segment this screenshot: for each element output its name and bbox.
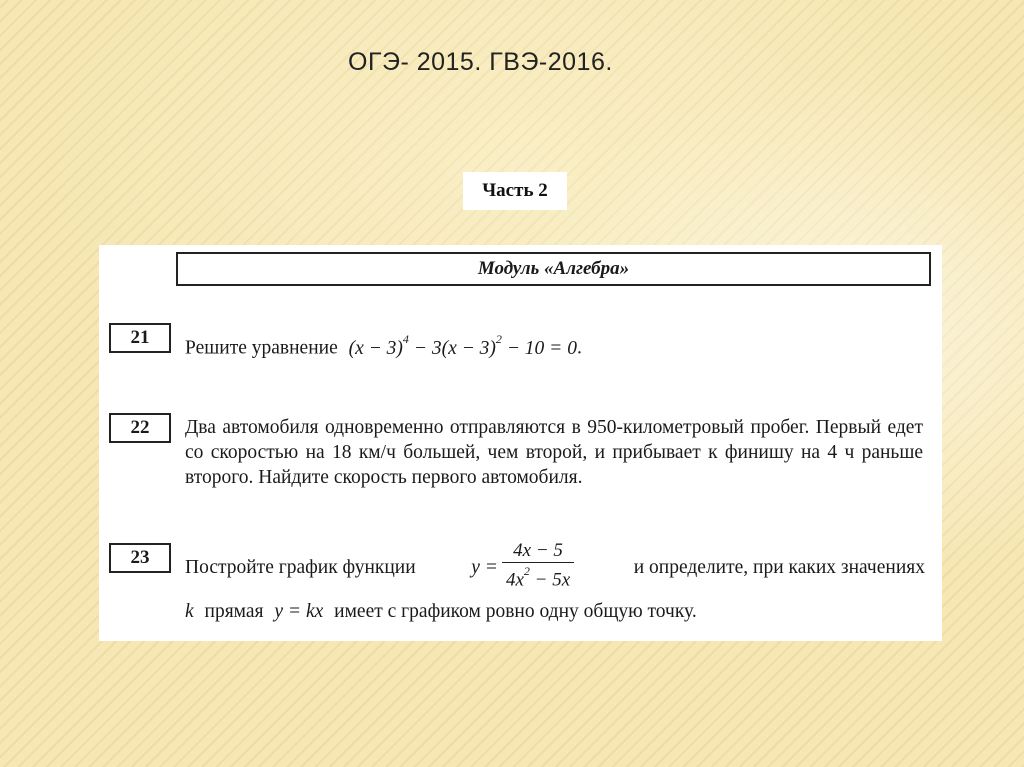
task-23-middle: и определите, при каких значениях: [633, 556, 925, 578]
fn-fraction: [502, 539, 574, 591]
task-23-line-1: [185, 541, 925, 593]
task-23-prefix: Постройте график функции: [185, 556, 416, 578]
slide-title: ОГЭ- 2015. ГВЭ-2016.: [348, 48, 613, 76]
line-word: прямая: [204, 601, 264, 623]
part-label: Часть 2: [463, 172, 567, 210]
fn-numerator: 4x − 5: [513, 540, 563, 561]
task-number-22: 22: [109, 413, 171, 443]
eq-exp-1: 4: [402, 332, 409, 346]
task-21-text: [185, 330, 923, 361]
fn-den-a: 4x: [505, 569, 524, 591]
fn-den-b: − 5x: [529, 569, 571, 591]
fn-denominator: [502, 562, 574, 591]
line-equation: y = kx: [274, 601, 324, 623]
eq-term-1: (x − 3): [348, 337, 403, 359]
eq-term-2: − 3(x − 3): [413, 337, 496, 359]
task-22-text: Два автомобиля одновременно отправляются в 950-километровый пробег. Первый едет со скоростью на 18 км/ч большей, чем второй, и прибывает к финишу на 4 ч раньше второго. Найдите скорость первого автомобиля.: [185, 417, 923, 488]
task-21-prefix: Решите уравнение: [185, 337, 338, 359]
exam-sheet: [99, 245, 942, 641]
eq-exp-2: 2: [495, 332, 502, 346]
eq-end: .: [576, 337, 582, 359]
module-title: Модуль «Алгебра»: [176, 252, 931, 286]
eq-term-3: − 10 = 0: [506, 337, 577, 359]
task-23-function: [471, 541, 578, 593]
task-number-23: 23: [109, 543, 171, 573]
task-21-equation: [348, 332, 577, 359]
task-23-line-2: [185, 599, 925, 624]
k-variable: k: [185, 601, 194, 623]
task-number-21: 21: [109, 323, 171, 353]
task-23-text: [185, 541, 925, 624]
fn-lhs: y =: [471, 556, 498, 578]
fn-den-exp: 2: [523, 564, 530, 578]
task-23-suffix: имеет с графиком ровно одну общую точку.: [334, 601, 697, 623]
